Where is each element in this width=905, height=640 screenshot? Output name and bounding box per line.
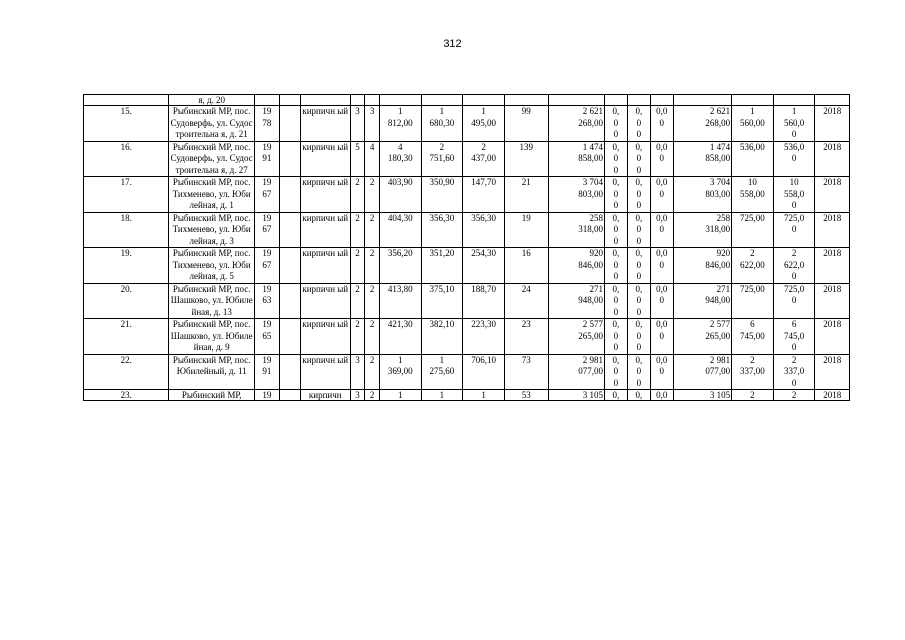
cell-living-area: 375,10	[421, 283, 463, 319]
cell-address: Рыбинский МР, пос. Судоверфь, ул. Судостроительна я, д. 21	[170, 106, 253, 139]
cell-private-area: 223,30	[463, 319, 505, 355]
cell-row-number: 15.	[84, 106, 169, 142]
cell-owner-funds: 2 621 268,00	[673, 106, 731, 142]
cell-wall-material: кирпичн ый	[300, 106, 350, 142]
cell-cost-c: 0,0 0	[650, 354, 673, 390]
table-row	[84, 248, 850, 284]
table-row	[84, 212, 850, 248]
cell-floors: 3	[350, 354, 365, 390]
cell-entrances: 4	[365, 141, 380, 177]
cell-residents: 139	[504, 141, 548, 177]
cell-cost-per-sqm: 725,00	[732, 212, 774, 248]
cell-cost-b: 0, 0 0	[627, 177, 650, 213]
cell-blank-col	[279, 319, 300, 355]
cell-wall-material: кирпичн ый	[300, 177, 350, 213]
cell-total-area: 403,90	[379, 177, 421, 213]
cell-blank-col	[279, 212, 300, 248]
cell-cost-c: 0,0 0	[650, 141, 673, 177]
cell-total-area: 1 812,00	[379, 106, 421, 142]
table-row	[84, 141, 850, 177]
cell-owner-funds: 920 846,00	[673, 248, 731, 284]
cell-entrances: 2	[365, 283, 380, 319]
cell-blank-col	[279, 106, 300, 142]
cell-max-cost-per-sqm: 10 558,0 0	[773, 177, 815, 213]
cell-max-cost-per-sqm: 536,0 0	[773, 141, 815, 177]
cell-blank-col	[279, 177, 300, 213]
cell-year: 19 67	[254, 248, 279, 284]
cell-cost-per-sqm: 2 622,00	[732, 248, 774, 284]
cell-cost-b: 0, 0 0	[627, 248, 650, 284]
cell-year: 19 67	[254, 177, 279, 213]
cell-row-number: 16.	[84, 141, 169, 177]
cell-floors: 3	[350, 106, 365, 142]
cell-cost-b: 0, 0 0	[627, 212, 650, 248]
cell-total-cost: 3 105	[548, 390, 604, 401]
cell-cost-b: 0, 0 0	[627, 283, 650, 319]
cell-entrances: 3	[365, 106, 380, 142]
cell-blank-col	[279, 283, 300, 319]
cell-max-cost-per-sqm: 2 622,0 0	[773, 248, 815, 284]
cell-cost-b	[627, 95, 650, 106]
cell-year: 19	[254, 390, 279, 401]
cell-cost-per-sqm: 2	[732, 390, 774, 401]
cell-address: Рыбинский МР,	[169, 390, 254, 401]
cell-owner-funds: 3 105	[673, 390, 731, 401]
cell-living-area: 1 275,60	[421, 354, 463, 390]
cell-total-area: 1	[379, 390, 421, 401]
cell-total-cost: 3 704 803,00	[548, 177, 604, 213]
cell-cost-c: 0,0 0	[650, 248, 673, 284]
cell-entrances: 2	[365, 390, 380, 401]
cell-entrances	[365, 95, 380, 106]
cell-max-cost-per-sqm: 2	[773, 390, 815, 401]
cell-year: 19 67	[254, 212, 279, 248]
cell-owner-funds: 1 474 858,00	[673, 141, 731, 177]
cell-private-area: 2 437,00	[463, 141, 505, 177]
cell-max-cost-per-sqm: 725,0 0	[773, 283, 815, 319]
cell-entrances: 2	[365, 212, 380, 248]
cell-entrances: 2	[365, 177, 380, 213]
cell-max-cost-per-sqm: 2 337,0 0	[773, 354, 815, 390]
cell-year-planned: 2018	[815, 177, 850, 213]
cell-private-area: 188,70	[463, 283, 505, 319]
housing-table	[83, 94, 850, 401]
cell-year-planned: 2018	[815, 354, 850, 390]
cell-cost-per-sqm: 6 745,00	[732, 319, 774, 355]
cell-total-cost: 2 981 077,00	[548, 354, 604, 390]
cell-private-area	[463, 95, 505, 106]
cell-total-cost	[548, 95, 604, 106]
table-row	[84, 283, 850, 319]
cell-cost-c: 0,0 0	[650, 319, 673, 355]
cell-floors: 2	[350, 177, 365, 213]
cell-wall-material: кирпичн ый	[300, 283, 350, 319]
table-row	[84, 319, 850, 355]
cell-owner-funds: 2 577 265,00	[673, 319, 731, 355]
cell-cost-b: 0,	[627, 390, 650, 401]
cell-total-area: 356,20	[379, 248, 421, 284]
cell-floors	[350, 95, 365, 106]
cell-row-number: 20.	[84, 283, 169, 319]
cell-cost-per-sqm	[732, 95, 774, 106]
cell-year: 19 91	[254, 141, 279, 177]
cell-max-cost-per-sqm: 6 745,0 0	[773, 319, 815, 355]
cell-floors: 3	[350, 390, 365, 401]
cell-year-planned: 2018	[815, 106, 850, 142]
cell-max-cost-per-sqm: 725,0 0	[773, 212, 815, 248]
cell-total-area: 1 369,00	[379, 354, 421, 390]
cell-floors: 2	[350, 248, 365, 284]
cell-blank-col	[279, 248, 300, 284]
cell-floors: 2	[350, 283, 365, 319]
cell-owner-funds: 271 948,00	[673, 283, 731, 319]
cell-wall-material: кирпичн ый	[300, 354, 350, 390]
cell-address: я, д. 20	[169, 95, 254, 106]
cell-cost-a: 0, 0 0	[604, 212, 627, 248]
cell-cost-b: 0, 0 0	[627, 141, 650, 177]
cell-residents: 21	[504, 177, 548, 213]
cell-total-area: 4 180,30	[379, 141, 421, 177]
cell-total-cost: 271 948,00	[548, 283, 604, 319]
cell-floors: 5	[350, 141, 365, 177]
cell-floors: 2	[350, 212, 365, 248]
cell-row-number: 17.	[84, 177, 169, 213]
cell-year-planned: 2018	[815, 248, 850, 284]
cell-floors: 2	[350, 319, 365, 355]
cell-private-area: 706,10	[463, 354, 505, 390]
cell-cost-c: 0,0 0	[650, 106, 673, 142]
cell-living-area: 1	[421, 390, 463, 401]
cell-owner-funds: 2 981 077,00	[673, 354, 731, 390]
cell-cost-a: 0,	[604, 390, 627, 401]
cell-owner-funds: 258 318,00	[673, 212, 731, 248]
cell-max-cost-per-sqm	[773, 95, 815, 106]
cell-cost-a: 0, 0 0	[604, 177, 627, 213]
cell-address: Рыбинский МР, пос. Шашково, ул. Юбилейная, д. 9	[170, 319, 253, 352]
cell-residents: 53	[504, 390, 548, 401]
cell-entrances: 2	[365, 319, 380, 355]
cell-entrances: 2	[365, 354, 380, 390]
cell-private-area: 147,70	[463, 177, 505, 213]
cell-wall-material: кирпичн	[300, 390, 350, 401]
page-number: 312	[443, 38, 462, 50]
cell-residents: 19	[504, 212, 548, 248]
cell-total-area	[379, 95, 421, 106]
cell-row-number: 18.	[84, 212, 169, 248]
cell-cost-per-sqm: 2 337,00	[732, 354, 774, 390]
cell-row-number: 21.	[84, 319, 169, 355]
cell-year: 19 65	[254, 319, 279, 355]
cell-living-area: 2 751,60	[421, 141, 463, 177]
cell-residents: 16	[504, 248, 548, 284]
table-row	[84, 177, 850, 213]
cell-address: Рыбинский МР, пос. Тихменево, ул. Юбилейная, д. 3	[169, 212, 254, 248]
cell-cost-per-sqm: 10 558,00	[732, 177, 774, 213]
cell-year: 19 78	[254, 106, 279, 142]
cell-cost-c: 0,0 0	[650, 212, 673, 248]
table-row	[84, 354, 850, 390]
cell-cost-a: 0, 0 0	[604, 248, 627, 284]
table-row-continuation	[84, 95, 850, 106]
cell-cost-a: 0, 0 0	[604, 319, 627, 355]
cell-total-cost: 2 577 265,00	[548, 319, 604, 355]
cell-year-planned: 2018	[815, 283, 850, 319]
cell-year-planned: 2018	[815, 212, 850, 248]
cell-cost-a: 0, 0 0	[604, 283, 627, 319]
cell-row-number: 23.	[84, 390, 169, 401]
cell-total-area: 421,30	[379, 319, 421, 355]
cell-cost-per-sqm: 1 560,00	[732, 106, 774, 142]
cell-living-area: 350,90	[421, 177, 463, 213]
cell-cost-b: 0, 0 0	[627, 319, 650, 355]
table-row	[84, 106, 850, 142]
cell-year-planned	[815, 95, 850, 106]
cell-wall-material	[300, 95, 350, 106]
cell-wall-material: кирпичн ый	[300, 319, 350, 355]
cell-total-cost: 920 846,00	[548, 248, 604, 284]
cell-cost-per-sqm: 536,00	[732, 141, 774, 177]
table-row-last	[84, 390, 850, 401]
cell-wall-material: кирпичн ый	[300, 248, 350, 284]
cell-year: 19 91	[254, 354, 279, 390]
cell-year	[254, 95, 279, 106]
cell-total-cost: 2 621 268,00	[548, 106, 604, 142]
cell-address: Рыбинский МР, пос. Судоверфь, ул. Судостроительна я, д. 27	[170, 141, 253, 175]
cell-cost-per-sqm: 725,00	[732, 283, 774, 319]
cell-blank-col	[279, 354, 300, 390]
cell-cost-b: 0, 0 0	[627, 106, 650, 142]
cell-year-planned: 2018	[815, 319, 850, 355]
cell-total-area: 404,30	[379, 212, 421, 248]
cell-owner-funds	[673, 95, 731, 106]
cell-living-area: 1 680,30	[421, 106, 463, 142]
cell-blank-col	[279, 95, 300, 106]
cell-cost-a: 0, 0 0	[604, 141, 627, 177]
cell-private-area: 1 495,00	[463, 106, 505, 142]
cell-cost-c: 0,0 0	[650, 177, 673, 213]
cell-private-area: 254,30	[463, 248, 505, 284]
cell-address: Рыбинский МР, пос. Шашково, ул. Юбилейная, д. 13	[170, 283, 253, 317]
cell-total-area: 413,80	[379, 283, 421, 319]
cell-cost-a: 0, 0 0	[604, 354, 627, 390]
cell-row-number	[84, 95, 169, 106]
cell-cost-a: 0, 0 0	[604, 106, 627, 142]
cell-cost-c	[650, 95, 673, 106]
cell-year-planned: 2018	[815, 390, 850, 401]
cell-year: 19 63	[254, 283, 279, 319]
cell-residents: 99	[504, 106, 548, 142]
cell-max-cost-per-sqm: 1 560,0 0	[773, 106, 815, 142]
cell-residents: 24	[504, 283, 548, 319]
cell-wall-material: кирпичн ый	[300, 212, 350, 248]
cell-cost-c: 0,0 0	[650, 283, 673, 319]
cell-entrances: 2	[365, 248, 380, 284]
cell-residents: 73	[504, 354, 548, 390]
cell-blank-col	[279, 141, 300, 177]
cell-total-cost: 1 474 858,00	[548, 141, 604, 177]
cell-residents	[504, 95, 548, 106]
cell-blank-col	[279, 390, 300, 401]
cell-row-number: 19.	[84, 248, 169, 284]
cell-total-cost: 258 318,00	[548, 212, 604, 248]
cell-owner-funds: 3 704 803,00	[673, 177, 731, 213]
cell-living-area: 351,20	[421, 248, 463, 284]
cell-wall-material: кирпичн ый	[300, 141, 350, 177]
cell-residents: 23	[504, 319, 548, 355]
cell-address: Рыбинский МР, пос. Юбилейный, д. 11	[169, 354, 254, 390]
cell-living-area: 356,30	[421, 212, 463, 248]
cell-private-area: 1	[463, 390, 505, 401]
cell-cost-c: 0,0	[650, 390, 673, 401]
cell-year-planned: 2018	[815, 141, 850, 177]
cell-cost-a	[604, 95, 627, 106]
cell-private-area: 356,30	[463, 212, 505, 248]
cell-row-number: 22.	[84, 354, 169, 390]
cell-address: Рыбинский МР, пос. Тихменево, ул. Юбилейная, д. 1	[169, 177, 254, 213]
cell-living-area	[421, 95, 463, 106]
cell-cost-b: 0, 0 0	[627, 354, 650, 390]
cell-living-area: 382,10	[421, 319, 463, 355]
cell-address: Рыбинский МР, пос. Тихменево, ул. Юбилейная, д. 5	[169, 248, 254, 284]
